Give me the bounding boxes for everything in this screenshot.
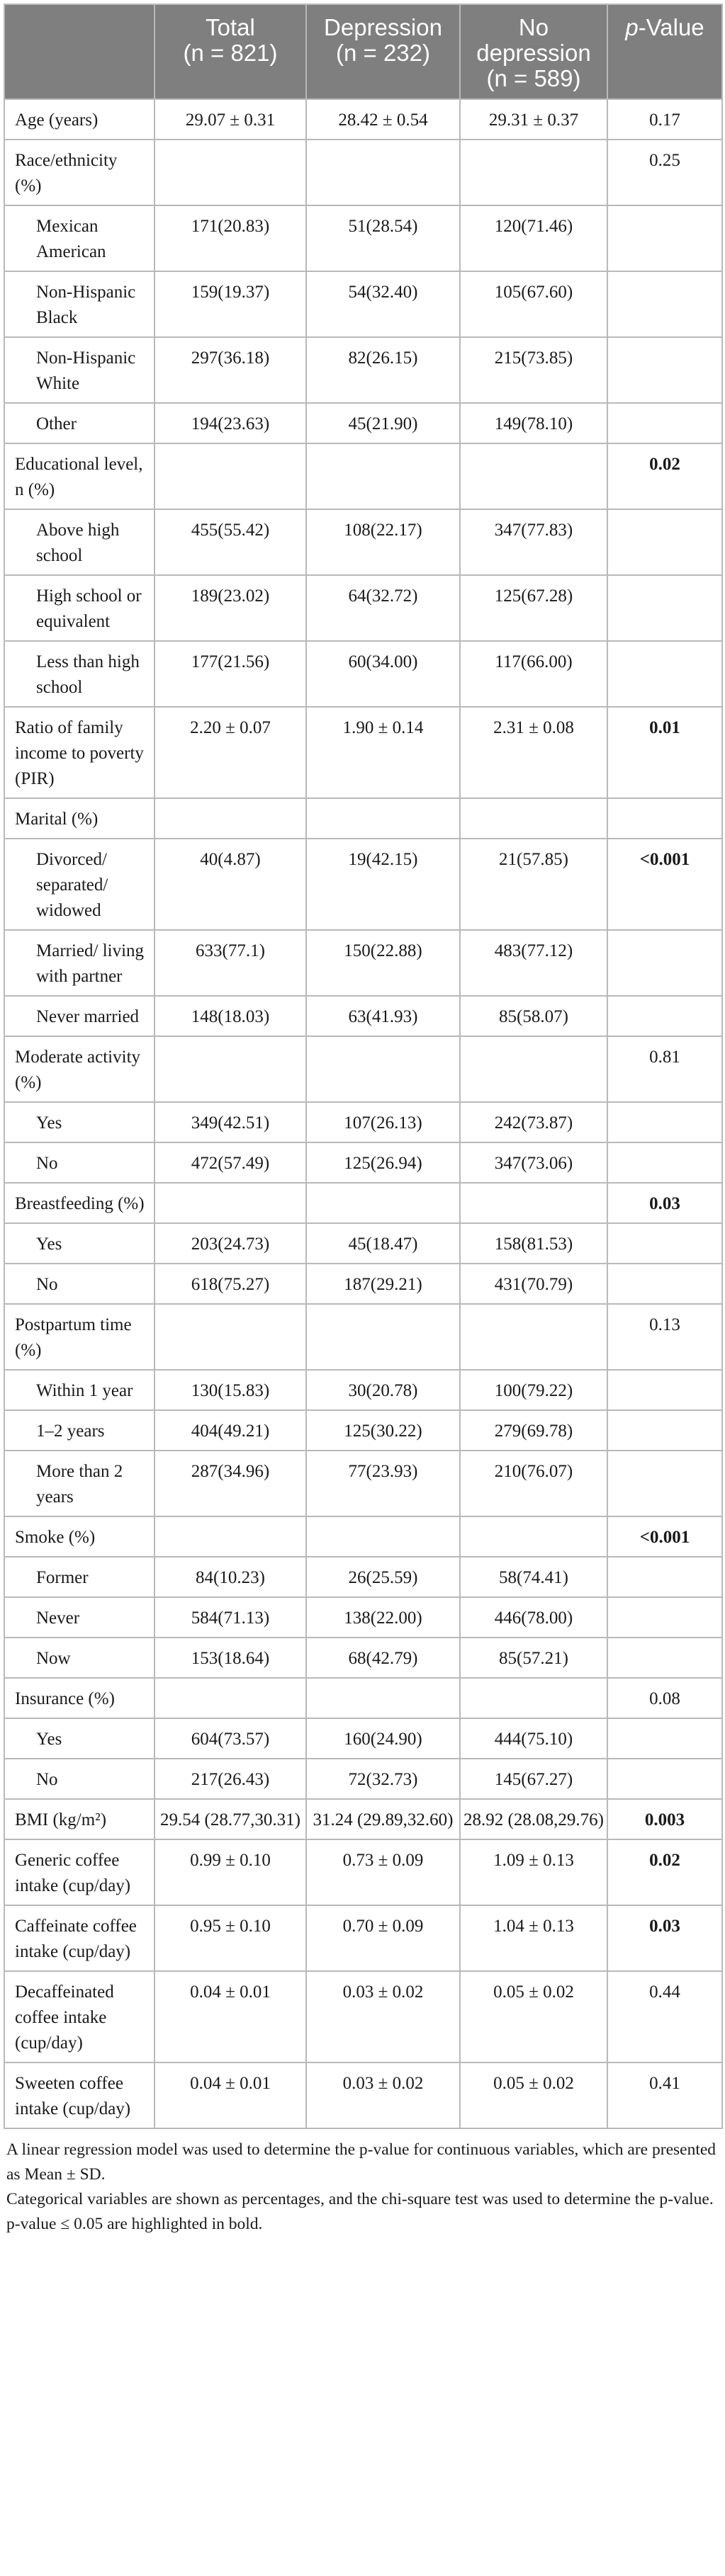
cell-no-depression: 444(75.10) <box>460 1718 607 1759</box>
header-depression <box>306 4 460 99</box>
cell-total: 84(10.23) <box>154 1557 306 1597</box>
cell-depression: 0.03 ± 0.02 <box>306 1971 460 2062</box>
cell-depression: 19(42.15) <box>306 839 460 930</box>
row-label: Race/ethnicity (%) <box>4 140 154 205</box>
cell-total: 217(26.43) <box>154 1759 306 1799</box>
cell-total: 618(75.27) <box>154 1264 306 1304</box>
cell-p-value: 0.03 <box>607 1905 722 1971</box>
cell-total: 287(34.96) <box>154 1451 306 1516</box>
cell-total: 0.04 ± 0.01 <box>154 1971 306 2062</box>
cell-no-depression: 0.05 ± 0.02 <box>460 1971 607 2062</box>
cell-depression: 150(22.88) <box>306 930 460 996</box>
cell-total: 40(4.87) <box>154 839 306 930</box>
row-label: Non-Hispanic Black <box>4 271 154 337</box>
header-total-line2: (n = 821) <box>183 40 278 66</box>
table-row <box>4 1718 722 1759</box>
table-row <box>4 1036 722 1102</box>
row-label: Ratio of family income to poverty (PIR) <box>4 707 154 798</box>
table-row <box>4 1638 722 1678</box>
cell-total <box>154 1183 306 1223</box>
cell-depression: 0.73 ± 0.09 <box>306 1839 460 1905</box>
cell-no-depression <box>460 1304 607 1370</box>
cell-no-depression: 29.31 ± 0.37 <box>460 99 607 140</box>
row-label: Yes <box>4 1718 154 1759</box>
cell-no-depression <box>460 140 607 205</box>
table-row <box>4 1971 722 2062</box>
header-p-suffix: -Value <box>638 14 704 40</box>
cell-no-depression: 85(58.07) <box>460 996 607 1036</box>
table-row <box>4 1799 722 1839</box>
cell-depression: 60(34.00) <box>306 641 460 707</box>
cell-p-value: 0.13 <box>607 1304 722 1370</box>
cell-no-depression <box>460 1036 607 1102</box>
row-label: Mexican American <box>4 205 154 271</box>
cell-p-value: 0.44 <box>607 1971 722 2062</box>
cell-p-value <box>607 1638 722 1678</box>
cell-no-depression: 125(67.28) <box>460 575 607 641</box>
row-label: Married/ living with partner <box>4 930 154 996</box>
row-label: Above high school <box>4 509 154 575</box>
cell-no-depression: 446(78.00) <box>460 1597 607 1638</box>
cell-total <box>154 1678 306 1718</box>
cell-p-value <box>607 1718 722 1759</box>
cell-p-value: 0.003 <box>607 1799 722 1839</box>
cell-depression: 125(26.94) <box>306 1142 460 1183</box>
row-label: Yes <box>4 1223 154 1264</box>
row-label: Caffeinate coffee intake (cup/day) <box>4 1905 154 1971</box>
cell-total: 203(24.73) <box>154 1223 306 1264</box>
cell-depression <box>306 140 460 205</box>
cell-no-depression: 215(73.85) <box>460 337 607 403</box>
row-label: Moderate activity (%) <box>4 1036 154 1102</box>
cell-depression: 0.70 ± 0.09 <box>306 1905 460 1971</box>
cell-depression: 107(26.13) <box>306 1102 460 1142</box>
header-p-letter: p <box>625 14 639 40</box>
cell-no-depression <box>460 1516 607 1557</box>
cell-total: 404(49.21) <box>154 1410 306 1451</box>
cell-total: 472(57.49) <box>154 1142 306 1183</box>
cell-p-value: 0.81 <box>607 1036 722 1102</box>
cell-no-depression <box>460 798 607 839</box>
cell-p-value: 0.41 <box>607 2062 722 2128</box>
cell-p-value <box>607 1451 722 1516</box>
cell-total: 159(19.37) <box>154 271 306 337</box>
cell-depression: 64(32.72) <box>306 575 460 641</box>
cell-total: 171(20.83) <box>154 205 306 271</box>
cell-p-value: 0.01 <box>607 707 722 798</box>
cell-depression <box>306 1304 460 1370</box>
cell-no-depression: 1.04 ± 0.13 <box>460 1905 607 1971</box>
cell-p-value: 0.25 <box>607 140 722 205</box>
cell-p-value <box>607 930 722 996</box>
header-total-line1: Total <box>206 14 255 40</box>
table-row <box>4 707 722 798</box>
cell-no-depression: 1.09 ± 0.13 <box>460 1839 607 1905</box>
table-row <box>4 1597 722 1638</box>
table-row <box>4 996 722 1036</box>
cell-depression: 82(26.15) <box>306 337 460 403</box>
cell-total <box>154 443 306 509</box>
footnote-2: Categorical variables are shown as percentages, and the chi-square test was used to determine the p-value. p-value ≤ 0.05 are highlighted in bold. <box>6 2190 714 2233</box>
cell-total: 0.04 ± 0.01 <box>154 2062 306 2128</box>
cell-depression: 31.24 (29.89,32.60) <box>306 1799 460 1839</box>
cell-no-depression: 2.31 ± 0.08 <box>460 707 607 798</box>
table-row <box>4 1759 722 1799</box>
table-row <box>4 443 722 509</box>
row-label: Now <box>4 1638 154 1678</box>
cell-total: 633(77.1) <box>154 930 306 996</box>
table-row <box>4 1370 722 1410</box>
cell-p-value <box>607 641 722 707</box>
cell-total: 189(23.02) <box>154 575 306 641</box>
row-label: Postpartum time (%) <box>4 1304 154 1370</box>
cell-depression: 26(25.59) <box>306 1557 460 1597</box>
cell-no-depression <box>460 1678 607 1718</box>
cell-p-value: 0.02 <box>607 1839 722 1905</box>
table-row <box>4 1304 722 1370</box>
row-label: No <box>4 1142 154 1183</box>
cell-total <box>154 1036 306 1102</box>
cell-total: 349(42.51) <box>154 1102 306 1142</box>
cell-total: 177(21.56) <box>154 641 306 707</box>
cell-no-depression: 120(71.46) <box>460 205 607 271</box>
cell-depression: 1.90 ± 0.14 <box>306 707 460 798</box>
cell-p-value <box>607 575 722 641</box>
cell-p-value <box>607 1102 722 1142</box>
table-row <box>4 509 722 575</box>
cell-depression: 45(18.47) <box>306 1223 460 1264</box>
cell-no-depression: 117(66.00) <box>460 641 607 707</box>
cell-p-value <box>607 798 722 839</box>
table-row <box>4 271 722 337</box>
cell-no-depression: 85(57.21) <box>460 1638 607 1678</box>
row-label: Never <box>4 1597 154 1638</box>
cell-total: 153(18.64) <box>154 1638 306 1678</box>
table-row <box>4 1905 722 1971</box>
table-row <box>4 798 722 839</box>
cell-p-value <box>607 271 722 337</box>
cell-no-depression: 145(67.27) <box>460 1759 607 1799</box>
header-row <box>4 4 722 99</box>
cell-total: 455(55.42) <box>154 509 306 575</box>
cell-depression: 51(28.54) <box>306 205 460 271</box>
table-row <box>4 1516 722 1557</box>
header-p-value <box>607 4 722 99</box>
table-row <box>4 1264 722 1304</box>
table-footnotes <box>4 2138 721 2237</box>
cell-total: 2.20 ± 0.07 <box>154 707 306 798</box>
row-label: Breastfeeding (%) <box>4 1183 154 1223</box>
row-label: Age (years) <box>4 99 154 140</box>
row-label: Never married <box>4 996 154 1036</box>
table-row <box>4 1102 722 1142</box>
row-label: BMI (kg/m²) <box>4 1799 154 1839</box>
cell-no-depression: 242(73.87) <box>460 1102 607 1142</box>
cell-depression: 68(42.79) <box>306 1638 460 1678</box>
cell-depression <box>306 1678 460 1718</box>
cell-depression: 54(32.40) <box>306 271 460 337</box>
cell-p-value: 0.08 <box>607 1678 722 1718</box>
table-row <box>4 930 722 996</box>
cell-total: 0.95 ± 0.10 <box>154 1905 306 1971</box>
table-row <box>4 839 722 930</box>
row-label: Smoke (%) <box>4 1516 154 1557</box>
cell-p-value: <0.001 <box>607 839 722 930</box>
cell-no-depression: 21(57.85) <box>460 839 607 930</box>
row-label: More than 2 years <box>4 1451 154 1516</box>
cell-p-value <box>607 403 722 443</box>
cell-p-value: 0.02 <box>607 443 722 509</box>
cell-depression <box>306 443 460 509</box>
table-row <box>4 1223 722 1264</box>
header-depression-line2: (n = 232) <box>336 40 430 66</box>
cell-p-value <box>607 1264 722 1304</box>
cell-depression: 72(32.73) <box>306 1759 460 1799</box>
cell-no-depression: 58(74.41) <box>460 1557 607 1597</box>
cell-depression: 187(29.21) <box>306 1264 460 1304</box>
table-row <box>4 1410 722 1451</box>
table-row <box>4 140 722 205</box>
cell-total <box>154 798 306 839</box>
cell-depression <box>306 798 460 839</box>
cell-no-depression: 431(70.79) <box>460 1264 607 1304</box>
cell-depression: 63(41.93) <box>306 996 460 1036</box>
header-nodep-line1: No <box>518 14 549 40</box>
cell-p-value: 0.17 <box>607 99 722 140</box>
cell-depression: 28.42 ± 0.54 <box>306 99 460 140</box>
footnote-1: A linear regression model was used to determine the p-value for continuous variables, which are presented as Mean ± SD. <box>6 2140 716 2184</box>
row-label: Less than high school <box>4 641 154 707</box>
cell-total <box>154 140 306 205</box>
cell-depression: 45(21.90) <box>306 403 460 443</box>
cell-depression: 77(23.93) <box>306 1451 460 1516</box>
table-row <box>4 1839 722 1905</box>
cell-no-depression: 210(76.07) <box>460 1451 607 1516</box>
table-row <box>4 99 722 140</box>
row-label: No <box>4 1759 154 1799</box>
table-figure <box>4 4 721 2237</box>
cell-total: 584(71.13) <box>154 1597 306 1638</box>
cell-depression <box>306 1036 460 1102</box>
cell-p-value <box>607 1410 722 1451</box>
table-row <box>4 1678 722 1718</box>
table-row <box>4 2062 722 2128</box>
cell-no-depression: 149(78.10) <box>460 403 607 443</box>
row-label: Former <box>4 1557 154 1597</box>
cell-no-depression: 347(73.06) <box>460 1142 607 1183</box>
row-label: High school or equivalent <box>4 575 154 641</box>
cell-no-depression: 483(77.12) <box>460 930 607 996</box>
cell-total: 194(23.63) <box>154 403 306 443</box>
cell-depression: 160(24.90) <box>306 1718 460 1759</box>
cell-total: 0.99 ± 0.10 <box>154 1839 306 1905</box>
row-label: Insurance (%) <box>4 1678 154 1718</box>
cell-no-depression <box>460 1183 607 1223</box>
cell-depression: 108(22.17) <box>306 509 460 575</box>
cell-total: 297(36.18) <box>154 337 306 403</box>
data-table <box>4 4 723 2129</box>
header-nodep-line2: depression <box>476 40 591 66</box>
cell-no-depression: 279(69.78) <box>460 1410 607 1451</box>
cell-p-value <box>607 337 722 403</box>
table-row <box>4 575 722 641</box>
row-label: Marital (%) <box>4 798 154 839</box>
header-no-depression <box>460 4 607 99</box>
cell-no-depression: 158(81.53) <box>460 1223 607 1264</box>
cell-depression: 125(30.22) <box>306 1410 460 1451</box>
cell-no-depression: 0.05 ± 0.02 <box>460 2062 607 2128</box>
cell-depression <box>306 1516 460 1557</box>
cell-p-value <box>607 509 722 575</box>
cell-total: 29.07 ± 0.31 <box>154 99 306 140</box>
cell-total: 604(73.57) <box>154 1718 306 1759</box>
cell-p-value <box>607 1223 722 1264</box>
row-label: Generic coffee intake (cup/day) <box>4 1839 154 1905</box>
table-row <box>4 403 722 443</box>
table-row <box>4 337 722 403</box>
row-label: Educational level, n (%) <box>4 443 154 509</box>
cell-total: 29.54 (28.77,30.31) <box>154 1799 306 1839</box>
header-total <box>154 4 306 99</box>
table-row <box>4 1451 722 1516</box>
table-row <box>4 1142 722 1183</box>
table-row <box>4 1557 722 1597</box>
cell-no-depression: 28.92 (28.08,29.76) <box>460 1799 607 1839</box>
row-label: No <box>4 1264 154 1304</box>
cell-depression <box>306 1183 460 1223</box>
row-label: Within 1 year <box>4 1370 154 1410</box>
cell-p-value <box>607 1142 722 1183</box>
row-label: Non-Hispanic White <box>4 337 154 403</box>
cell-no-depression: 100(79.22) <box>460 1370 607 1410</box>
header-variable <box>4 4 154 99</box>
table-row <box>4 1183 722 1223</box>
cell-p-value: <0.001 <box>607 1516 722 1557</box>
row-label: Decaffeinated coffee intake (cup/day) <box>4 1971 154 2062</box>
cell-p-value: 0.03 <box>607 1183 722 1223</box>
cell-depression: 138(22.00) <box>306 1597 460 1638</box>
cell-depression: 0.03 ± 0.02 <box>306 2062 460 2128</box>
cell-p-value <box>607 1759 722 1799</box>
row-label: Divorced/ separated/ widowed <box>4 839 154 930</box>
row-label: 1–2 years <box>4 1410 154 1451</box>
cell-total: 130(15.83) <box>154 1370 306 1410</box>
cell-p-value <box>607 205 722 271</box>
cell-p-value <box>607 1557 722 1597</box>
cell-no-depression: 347(77.83) <box>460 509 607 575</box>
cell-no-depression: 105(67.60) <box>460 271 607 337</box>
header-depression-line1: Depression <box>324 14 442 40</box>
cell-no-depression <box>460 443 607 509</box>
cell-p-value <box>607 1370 722 1410</box>
cell-p-value <box>607 1597 722 1638</box>
row-label: Yes <box>4 1102 154 1142</box>
cell-p-value <box>607 996 722 1036</box>
cell-depression: 30(20.78) <box>306 1370 460 1410</box>
row-label: Other <box>4 403 154 443</box>
table-row <box>4 205 722 271</box>
table-row <box>4 641 722 707</box>
row-label: Sweeten coffee intake (cup/day) <box>4 2062 154 2128</box>
cell-total <box>154 1516 306 1557</box>
header-nodep-line3: (n = 589) <box>486 65 581 91</box>
cell-total: 148(18.03) <box>154 996 306 1036</box>
cell-total <box>154 1304 306 1370</box>
